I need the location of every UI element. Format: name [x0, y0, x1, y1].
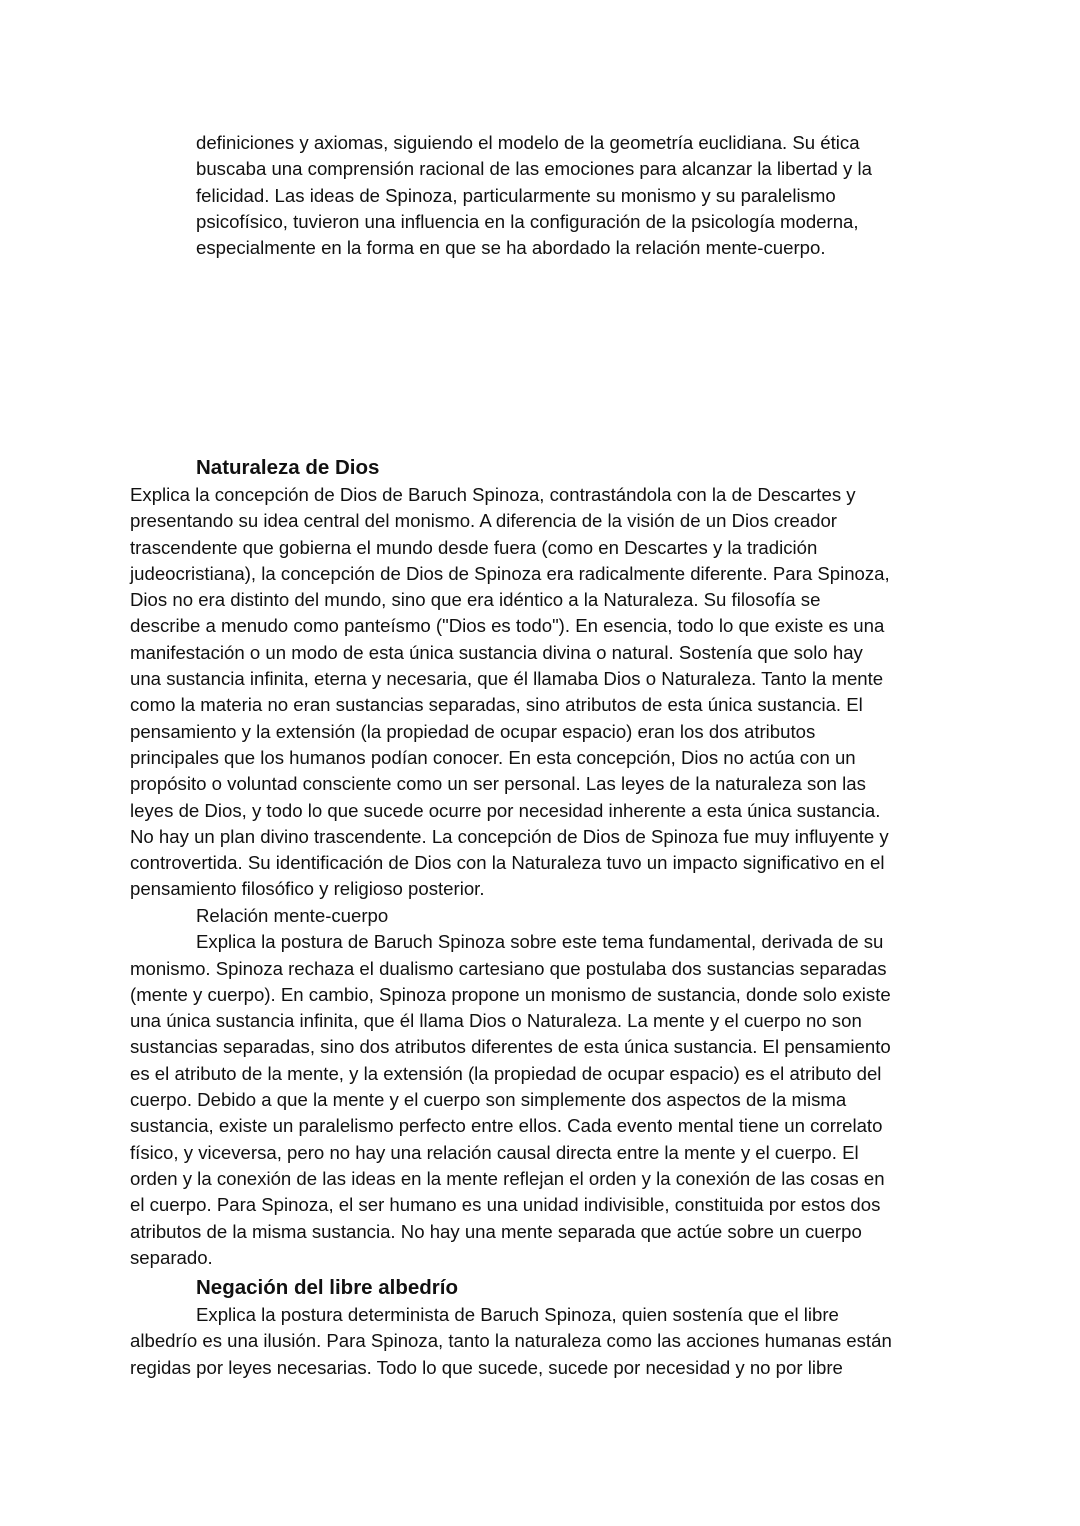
text-line: especialmente en la forma en que se ha abordado la relación mente-cuerpo. [196, 237, 826, 259]
text-line: buscaba una comprensión racional de las emociones para alcanzar la libertad y la [196, 158, 872, 180]
text-line: manifestación o un modo de esta única sustancia divina o natural. Sostenía que solo hay [130, 641, 863, 663]
text-line: No hay un plan divino trascendente. La concepción de Dios de Spinoza fue muy influyente y [130, 825, 889, 847]
text-line: presentando su idea central del monismo. A diferencia de la visión de un Dios creador [130, 510, 837, 532]
text-line: controvertida. Su identificación de Dios con la Naturaleza tuvo un impacto significativo en el [130, 852, 885, 874]
section-mind-body [130, 903, 891, 1271]
section-free-will-body [130, 1302, 892, 1381]
text-line: es el atributo de la mente, y la extensión (la propiedad de ocupar espacio) es el atributo del [130, 1062, 882, 1084]
text-line: Explica la concepción de Dios de Baruch Spinoza, contrastándola con la de Descartes y [130, 484, 856, 505]
text-line: regidas por leyes necesarias. Todo lo que sucede, sucede por necesidad y no por libre [130, 1356, 843, 1378]
section-heading-mind-body: Relación mente-cuerpo [196, 905, 389, 926]
section-god-body [130, 482, 890, 903]
text-line: principales que los humanos podían conocer. En esta concepción, Dios no actúa con un [130, 746, 856, 768]
text-line: Explica la postura de Baruch Spinoza sobre este tema fundamental, derivada de su [196, 931, 884, 953]
text-line: judeocristiana), la concepción de Dios de Spinoza era radicalmente diferente. Para Spinoza, [130, 562, 890, 584]
text-line: (mente y cuerpo). En cambio, Spinoza propone un monismo de sustancia, donde solo existe [130, 983, 891, 1005]
text-line: monismo. Spinoza rechaza el dualismo cartesiano que postulaba dos sustancias separadas [130, 957, 887, 979]
text-line: una sustancia infinita, eterna y necesaria, que él llamaba Dios o Naturaleza. Tanto la mente [130, 668, 884, 690]
text-line: separado. [130, 1246, 213, 1268]
text-line: trascendente que gobierna el mundo desde fuera (como en Descartes y la tradición [130, 536, 818, 558]
text-line: como la materia no eran sustancias separadas, sino atributos de esta única sustancia. El [130, 694, 863, 716]
text-line: cuerpo. Debido a que la mente y el cuerpo son simplemente dos aspectos de la misma [130, 1089, 847, 1111]
text-line: pensamiento filosófico y religioso posterior. [130, 878, 485, 900]
text-line: físico, y viceversa, pero no hay una relación causal directa entre la mente y el cuerpo. El [130, 1141, 859, 1163]
text-line: atributos de la misma sustancia. No hay una mente separada que actúe sobre un cuerpo [130, 1220, 862, 1242]
text-line: leyes de Dios, y todo lo que sucede ocurre por necesidad inherente a esta única sustancia. [130, 799, 881, 821]
text-line: el cuerpo. Para Spinoza, el ser humano es una unidad indivisible, constituida por estos dos [130, 1194, 881, 1216]
text-line: orden y la conexión de las ideas en la mente reflejan el orden y la conexión de las cosas en [130, 1167, 885, 1189]
text-line: sustancias separadas, sino dos atributos diferentes de esta única sustancia. El pensamiento [130, 1036, 891, 1058]
text-line: felicidad. Las ideas de Spinoza, particularmente su monismo y su paralelismo [196, 184, 836, 206]
text-line: albedrío es una ilusión. Para Spinoza, tanto la naturaleza como las acciones humanas están [130, 1330, 892, 1352]
text-line: Dios no era distinto del mundo, sino que era idéntico a la Naturaleza. Su filosofía se [130, 589, 821, 611]
text-line: describe a menudo como panteísmo ("Dios es todo"). En esencia, todo lo que existe es una [130, 615, 885, 637]
text-line: pensamiento y la extensión (la propiedad de ocupar espacio) eran los dos atributos [130, 720, 816, 742]
text-line: Explica la postura determinista de Baruch Spinoza, quien sostenía que el libre [196, 1304, 839, 1325]
section-heading-free-will: Negación del libre albedrío [196, 1276, 459, 1299]
text-line: definiciones y axiomas, siguiendo el modelo de la geometría euclidiana. Su ética [196, 132, 860, 153]
text-line: una única sustancia infinita, que él llama Dios o Naturaleza. La mente y el cuerpo no son [130, 1010, 862, 1032]
text-line: sustancia, existe un paralelismo perfecto entre ellos. Cada evento mental tiene un correlato [130, 1115, 883, 1137]
section-heading-god: Naturaleza de Dios [196, 456, 380, 479]
intro-paragraph [196, 130, 872, 261]
text-line: propósito o voluntad consciente como un ser personal. Las leyes de la naturaleza son las [130, 773, 866, 795]
text-line: psicofísico, tuvieron una influencia en la configuración de la psicología moderna, [196, 210, 859, 232]
